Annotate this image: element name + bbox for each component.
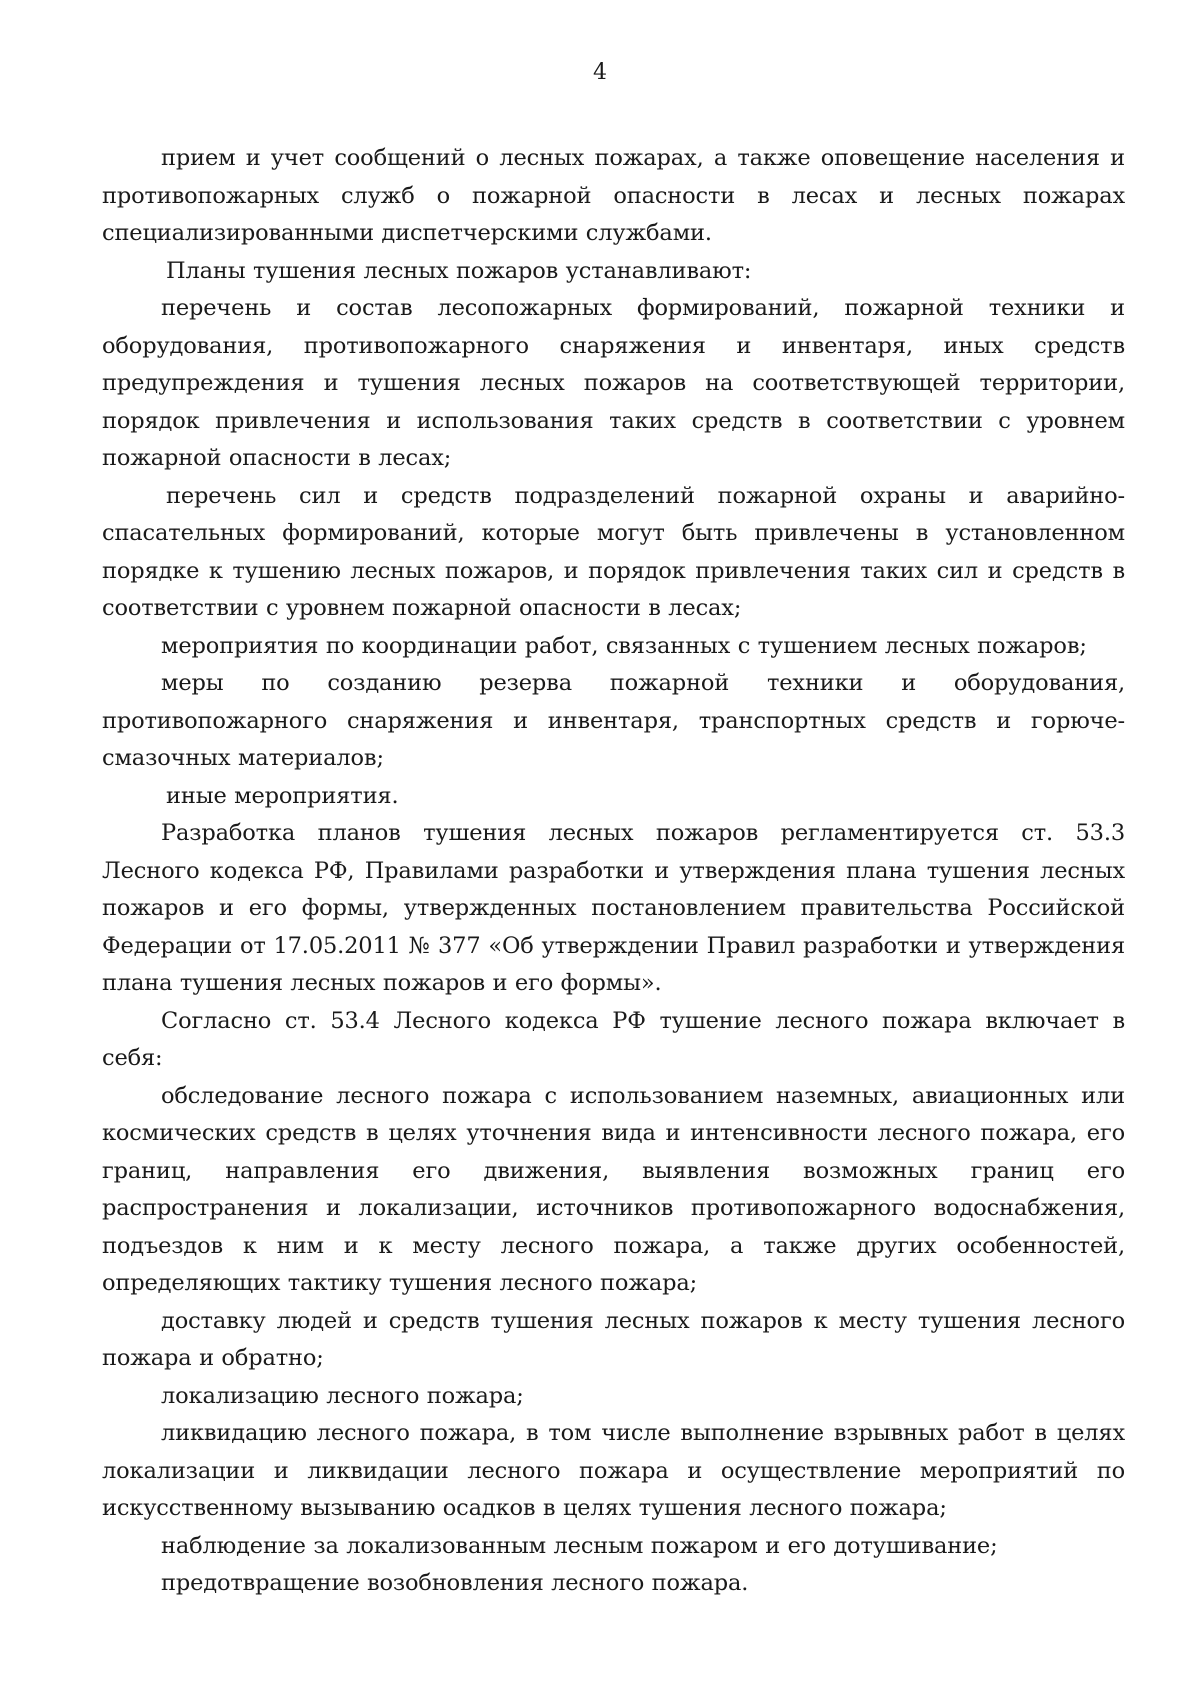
paragraph-plans-intro: Планы тушения лесных пожаров устанавливают: xyxy=(166,257,752,284)
paragraph-survey: обследование лесного пожара с использованием наземных, авиационных или космических средств в целях уточнения вида и интенсивности лесного пожара, его границ, направления его движения, выявления возможных границ его распространения и локализации, источников противопожарного водоснабжения, подъездов к ним и к месту лесного пожара, а также других особенностей, определяющих тактику тушения лесного пожара; xyxy=(102,1082,1125,1296)
paragraph-localization: локализацию лесного пожара; xyxy=(161,1382,524,1409)
paragraph-coordination: мероприятия по координации работ, связанных с тушением лесных пожаров; xyxy=(161,632,1087,659)
paragraph-observation: наблюдение за локализованным лесным пожаром и его дотушивание; xyxy=(161,1532,998,1559)
document-body xyxy=(102,140,1125,1603)
paragraph-other-measures: иные мероприятия. xyxy=(166,782,399,809)
paragraph-formations-list: перечень и состав лесопожарных формирований, пожарной техники и оборудования, противопожарного снаряжения и инвентаря, иных средств предупреждения и тушения лесных пожаров на соответствующей территории, порядок привлечения и использования таких средств в соответствии с уровнем пожарной опасности в лесах; xyxy=(102,295,1125,471)
paragraph-regulation: Разработка планов тушения лесных пожаров регламентируется ст. 53.3 Лесного кодекса РФ, Правилами разработки и утверждения плана тушения лесных пожаров и его формы, утвержденных постановлением правительства Российской Федерации от 17.05.2011 № 377 «Об утверждении Правил разработки и утверждения плана тушения лесных пожаров и его формы». xyxy=(102,820,1125,996)
paragraph-reserve: меры по созданию резерва пожарной техники и оборудования, противопожарного снаряжения и инвентаря, транспортных средств и горюче-смазочных материалов; xyxy=(102,670,1125,771)
paragraph-article-53-4: Согласно ст. 53.4 Лесного кодекса РФ тушение лесного пожара включает в себя: xyxy=(102,1007,1125,1071)
paragraph-forces-list: перечень сил и средств подразделений пожарной охраны и аварийно-спасательных формирований, которые могут быть привлечены в установленном порядке к тушению лесных пожаров, и порядок привлечения таких сил и средств в соответствии с уровнем пожарной опасности в лесах; xyxy=(102,482,1125,621)
page-number: 4 xyxy=(593,60,607,85)
paragraph-prevention: предотвращение возобновления лесного пожара. xyxy=(161,1570,749,1596)
paragraph-liquidation: ликвидацию лесного пожара, в том числе выполнение взрывных работ в целях локализации и ликвидации лесного пожара и осуществление мероприятий по искусственному вызыванию осадков в целях тушения лесного пожара; xyxy=(102,1420,1125,1521)
paragraph-delivery: доставку людей и средств тушения лесных пожаров к месту тушения лесного пожара и обратно; xyxy=(102,1307,1125,1371)
paragraph-notification: прием и учет сообщений о лесных пожарах, а также оповещение населения и противопожарных служб о пожарной опасности в лесах и лесных пожарах специализированными диспетчерскими службами. xyxy=(102,145,1125,246)
